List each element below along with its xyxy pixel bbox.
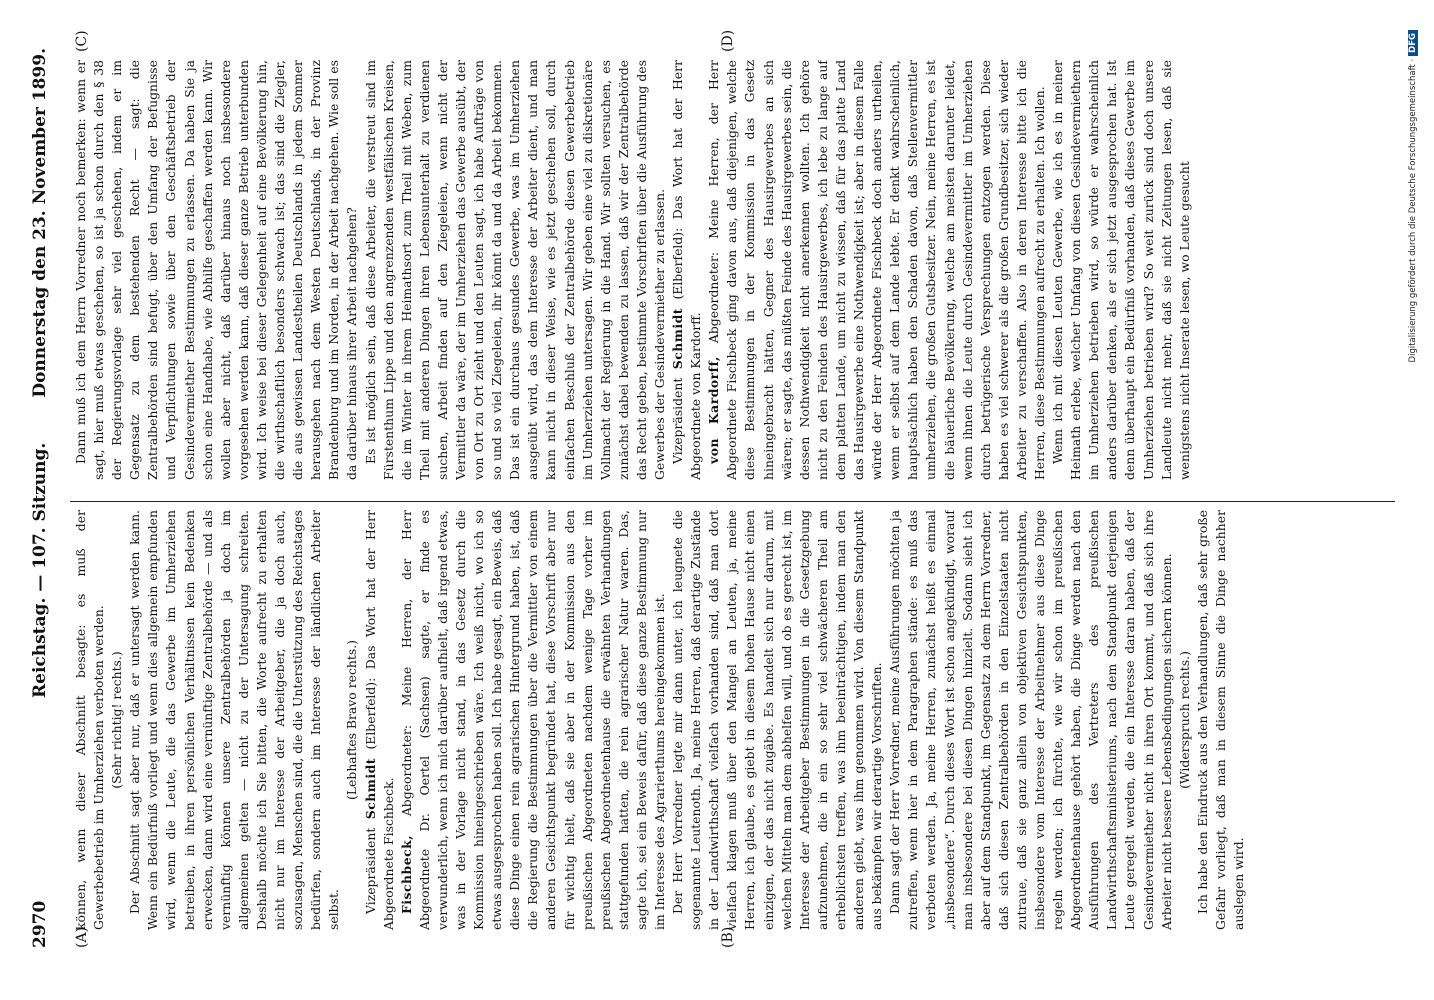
speech-text: (Elberfeld): Das Wort hat der Herr Abgeordnete Fischbeck. xyxy=(362,510,396,930)
interjection: (Widerspruch rechts.) xyxy=(1176,651,1192,789)
text-paragraph: Dann sagt der Herr Vorredner, meine Ausführungen möchten ja zutreffen, wenn hier in dem Paragraphen stände: es muß das verboten werden. Ja, meine Herren, zunächst heißt es einmal „insbesondere“. Durch dieses Wort ist schon angekündigt, worauf man insbesondere bei diesen Dingen hinzielt. Sodann sieht ich aber auf dem Standpunkt, im Gegensatz zu dem Herrn Vorredner, daß sich diesen Zentralbehörden in den Einzelstaaten nicht zutraue, daß sie ganz allein von objektiven Gesichtspunkten, insbesondere vom Interesse der Arbeitnehmer aus diese Dinge regeln werden; ich fürchte, wie wir schon im preußischen Abgeordnetenhause gehört haben, die Dinge werden nach den Ausführungen des Vertreters des preußischen Landwirthschaftsministeriums, nach dem Standpunkt derjenigen Leute geregelt werden, die ein Interesse daran haben, daß der Gesindevermiether nicht in ihren Ort kommt, und daß sich ihre Arbeiter nicht bessere Lebensbedingungen sichern können. xyxy=(887,510,1174,930)
speaker-name: Schmidt xyxy=(670,307,686,370)
speaker-name: von Kardorff, xyxy=(706,356,722,464)
speaker-paragraph xyxy=(362,510,398,930)
text-column-left xyxy=(72,510,1392,930)
speech-text: (Elberfeld): Das Wort hat der Herr Abgeordnete von Kardorff. xyxy=(670,60,704,480)
page-header xyxy=(30,48,56,948)
margin-mark-c: (C) xyxy=(74,30,90,52)
speech-text: Abgeordneter: Meine Herren, der Herr Abgeordnete Fischbeck ging davon aus, daß diejenigen, welche diese Bestimmungen in der Kommission in das Gesetz hineingebracht hätten, Gegner des Hausirgewerbes an sich wären; er sagte, das müßten Feinde des Hausirgewerbes sein, die dessen Nothwendigkeit nicht anerkennen wollten. Ich gehöre nicht zu den Feinden des Hausirgewerbes, ich lebe zu lange auf dem platten Lande, um nicht zu wissen, daß für das platte Land das Hausirgewerbe eine Nothwendigkeit ist; aber in diesem Falle würde der Herr Abgeordnete Fischbeck doch anders urtheilen, wenn er selbst auf dem Lande lebte. Er denkt wahrscheinlich, hauptsächlich haben den Schaden davon, daß Stellenvermittler umherziehen, die großen Gutsbesitzer. Nein, meine Herren, es ist die bäuerliche Bevölkerung, welche am meisten darunter leidet, wenn ihnen die Leute durch Gesindevermittler im Umherziehen durch betrügerische Versprechungen entzogen werden. Diese haben es viel schwerer als die großen Grundbesitzer, sich wieder Arbeiter zu verschaffen. Also in deren Interesse bitte ich die Herren, diese Bestimmungen aufrecht zu erhalten. Ich wollen. xyxy=(706,60,1047,480)
speaker-name: Fischbeck, xyxy=(398,834,414,914)
margin-mark-d: (D) xyxy=(720,29,736,52)
text-paragraph: Dann muß ich dem Herrn Vorredner noch bemerken: wenn er sagt, hier muß etwas geschehen, so ist ja schon durch den § 38 der Regierungsvorlage sehr viel geschehen, indem er im Gegensatz zu dem bestehenden Recht — sagt: die Zentralbehörden sind befugt, über den Umfang der Befugnisse und Verpflichtungen sowie über den Geschäftsbetrieb der Gesindevermiether Bestimmungen zu erlassen. Da haben Sie ja schon eine Handhabe, wie Abhilfe geschaffen werden kann. Wir wollen aber nicht, daß darüber hinaus noch insbesondere vorgesehen werden kann, daß dieser ganze Betrieb unterbunden wird. Ich weise bei dieser Gelegenheit auf eine Bevölkerung hin, die wirthschaftlich besonders schwach ist; das sind die Ziegler, die aus gewissen Landestheilen Deutschlands in jedem Sommer herausgehen nach dem Westen Deutschlands, in der Provinz Brandenburg und im Norden, in der Arbeit nachgehen. Wie soll es da darüber hinaus ihrer Arbeit nachgehen? xyxy=(73,60,360,480)
speaker-paragraph xyxy=(669,60,705,480)
digitization-credit xyxy=(1408,30,1418,362)
session-title: Reichstag. — 107. Sitzung. xyxy=(30,442,50,698)
text-column-right xyxy=(72,60,1392,480)
page-number: 2970 xyxy=(30,900,50,948)
text-paragraph: Es ist möglich sein, daß diese Arbeiter, die verstreut sind im Fürstenthum Lippe und den angrenzenden westfälischen Kreisen, die im Winter in ihrem Heimathsort zum Theil mit Weben, zum Theil mit anderen Dingen ihren Lebensunterhalt zu verdienen suchen, Arbeit finden auf den Ziegeleien, wenn nicht der Vermittler da wäre, der im Umherziehen das Gewerbe ausübt, der von Ort zu Ort zieht und den Leuten sagt, ich habe Aufträge von so und so viel Ziegeleien, ihr könnt da und da Arbeit bekommen. Das ist ein durchaus gesundes Gewerbe, was im Umherziehen ausgeübt wird, das dem Interesse der Arbeiter dient, und man kann nicht in dieser Weise, wie es jetzt geschehen soll, durch einfachen Beschluß der Zentralbehörde diesen Gewerbebetrieb im Umherziehen untersagen. Wir geben eine viel zu diskretionäre Vollmacht der Regierung in die Hand. Wir sollten versuchen, es zunächst dabei bewenden zu lassen, daß wir der Zentralbehörde das Recht geben, bestimmte Vorschriften über die Ausführung des Gewerbes der Gesindevermiether zu erlassen. xyxy=(362,60,667,480)
speaker-name: Schmidt xyxy=(362,757,378,820)
column-divider xyxy=(70,501,1395,502)
speaker-role: Vizepräsident xyxy=(670,377,686,464)
text-paragraph: können, wenn dieser Abschnitt besagte: es muß der Gewerbebetrieb im Umherziehen verboten werden. xyxy=(73,510,107,930)
credit-text: Digitalisierung gefördert durch die Deutsche Forschungsgemeinschaft · xyxy=(1408,58,1418,363)
speaker-role: Vizepräsident xyxy=(362,827,378,914)
speech-text: Abgeordneter: Meine Herren, der Herr Abgeordnete Dr. Oertel (Sachsen) sagte, er finde es verwunderlich, wenn ich mich darüber aufhielt, daß irgend etwas, was in der Vorlage nicht stand, in das Gesetz durch die Kommission hineingeschrieben wäre. Ich weiß nicht, wo ich so etwas ausgesprochen haben soll. Ich habe gesagt, ein Beweis, daß diese Dinge einen rein agrarischen Hintergrund haben, ist, daß die Regierung die Bestimmungen über die Vermittler von einem anderen Gesichtspunkt begründet hat, diese Vorschrift aber nur für wichtig hielt, daß sie aber in der Kommission aus den preußischen Abgeordneten nachdem wenige Tage vorher im preußischen Abgeordnetenhause die erwähnten Verhandlungen stattgefunden hatten, die rein agrarischer Natur waren. Das, sagte ich, sei ein Beweis dafür, daß diese ganze Bestimmung nur im Interesse des Agrarierthums hereingekommen ist. xyxy=(398,510,667,930)
speaker-paragraph xyxy=(705,60,1049,480)
margin-mark-b: (B) xyxy=(720,926,736,948)
text-paragraph: Wenn ich mit diesen Leuten Gewerbe, wie ich es in meiner Heimath erlebe, welcher Umfang von diesen Gesindevermiethern im Umherziehen betrieben wird, so würde er wahrscheinlich anders darüber denken, als er sich jetzt ausgesprochen hat. Ist denn überhaupt ein Bedürfniß vorhanden, daß dieses Gewerbe im Umherziehen betrieben wird? So weit zurück sind doch unsere Landleute nicht mehr, daß sie nicht Zeitungen lesen, daß sie wenigstens nicht Inserate lesen, wo Leute gesucht xyxy=(1050,60,1192,480)
text-paragraph: Der Abschnitt sagt aber nur, daß er untersagt werden kann. Wenn ein Bedürfniß vorliegt und wenn dies allgemein empfunden wird, wenn die Leute, die das Gewerbe im Umherziehen betreiben, in ihren persönlichen Verhältnissen kein Bedenken erwecken, dann wird eine vernünftige Zentralbehörde — und als vernünftig können unsere Zentralbehörden ja doch im allgemeinen gelten — nicht zu der Untersagung schreiten. Deshalb möchte ich Sie bitten, die Worte aufrecht zu erhalten nicht nur im Interesse der Arbeitgeber, die ja doch auch, sozusagen, Menschen sind, die die Unterstützung des Reichstages bedürfen, sondern auch im Interesse der ländlichen Arbeiter selbst. xyxy=(127,510,342,930)
page-footer xyxy=(1398,0,1420,1000)
interjection: (Sehr richtig! rechts.) xyxy=(109,651,125,789)
dfg-logo: DFG xyxy=(1408,30,1418,56)
session-date: Donnerstag den 23. November 1899. xyxy=(30,48,50,398)
speaker-paragraph xyxy=(398,510,669,930)
margin-mark-a: (A) xyxy=(74,926,90,948)
text-paragraph: Der Herr Vorredner legte mir dann unter, ich leugnete die sogenannte Leutenoth. Ja, meine Herren, daß derartige Zustände in der Landwirthschaft vielfach vorhanden sind, daß man dort vielfach klagen muß über den Mangel an Leuten, ja, meine Herren, ich glaube, es giebt in diesem hohen Hause nicht einen einzigen, der das nicht zugäbe. Es handelt sich nur darum, mit welchen Mitteln man dem abhelfen will, und ob es gerecht ist, im Interesse der Arbeitgeber Bestimmungen in die Gesetzgebung aufzunehmen, die in ein so sehr viel schwächeren Theil am erheblichsten treffen, was ihm beeinträchtigen, indem man den anderen giebt, was ihm genommen wird. Von diesem Standpunkt aus bekämpfen wir derartige Vorschriften. xyxy=(670,510,885,930)
interjection: (Lebhaftes Bravo rechts.) xyxy=(344,640,360,800)
text-paragraph: Ich habe den Eindruck aus den Verhandlungen, daß sehr große Gefahr vorliegt, daß man in diesem Sinne die Dinge nachher auslegen wird. xyxy=(1194,510,1246,930)
